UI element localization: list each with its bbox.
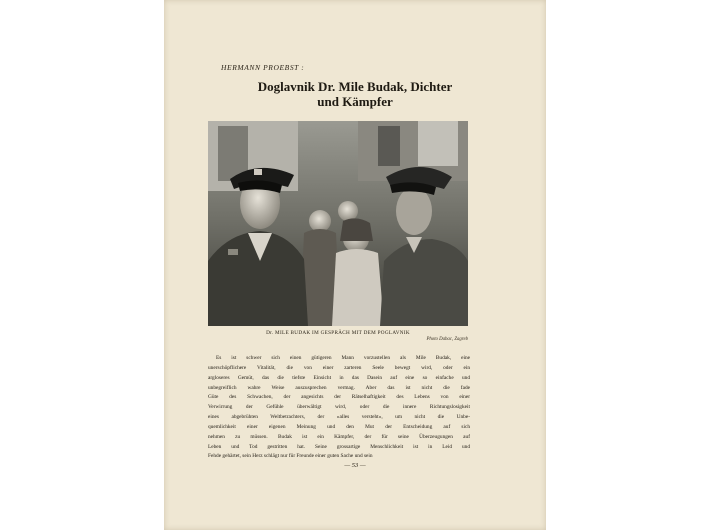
article-title [184,79,526,109]
photograph [208,121,468,326]
body-line: Es ist schwer sich einen gütigeren Mann vorzustellen als Mile Budak, eine [216,355,470,361]
body-line: Verwirrung der Gefühle überwältigt wird, oder die innere Richtungslosigkeit [208,404,470,411]
article-body [208,354,470,462]
body-line: Güte des Schwachen, der angesichts der Rätselhaftigkeit des Lebens von einer [208,394,470,401]
body-line: eines abgebrühten Weltbetrachters, der »alles versteht«, um nicht die Unbe- [208,414,470,421]
title-line-2: und Kämpfer [317,94,393,109]
body-line: unerschöpflichere Vitalität, die von einer zarteren Seele bewegt wird, oder ein [208,364,470,371]
author-name: HERMANN PROEBST : [221,63,305,72]
body-line: Fehde gehärtet, sein Herz schlägt nur für Freunde einer guten Sache und sein [208,453,373,460]
body-line: argloseres Gemüt, das die tiefste Einsicht in das Dasein auf eine so einfache und [208,374,470,381]
body-line: unbegreiflich wahre Weise auszusprechen vermag. Aber das ist nicht die fade [208,384,470,391]
title-line-1: Doglavnik Dr. Mile Budak, Dichter [257,79,453,94]
photo-credit: Photo Dabac, Zagreb [426,337,468,342]
body-line: quemlichkeit einer eigenen Meinung und den Mut der Entscheidung auf sich [208,423,470,430]
photo-caption: Dr. MILE BUDAK IM GESPRÄCH MIT DEM POGLAVNIK [266,330,410,336]
book-page [164,0,546,530]
body-line: nehmen zu müssen. Budak ist ein Kämpfer, der für seine Überzeugungen auf [208,433,470,440]
body-line: Leben und Tod gestritten hat. Seine grossartige Menschlichkeit ist in Leid und [208,443,470,450]
page-number: — 53 — [344,462,366,469]
